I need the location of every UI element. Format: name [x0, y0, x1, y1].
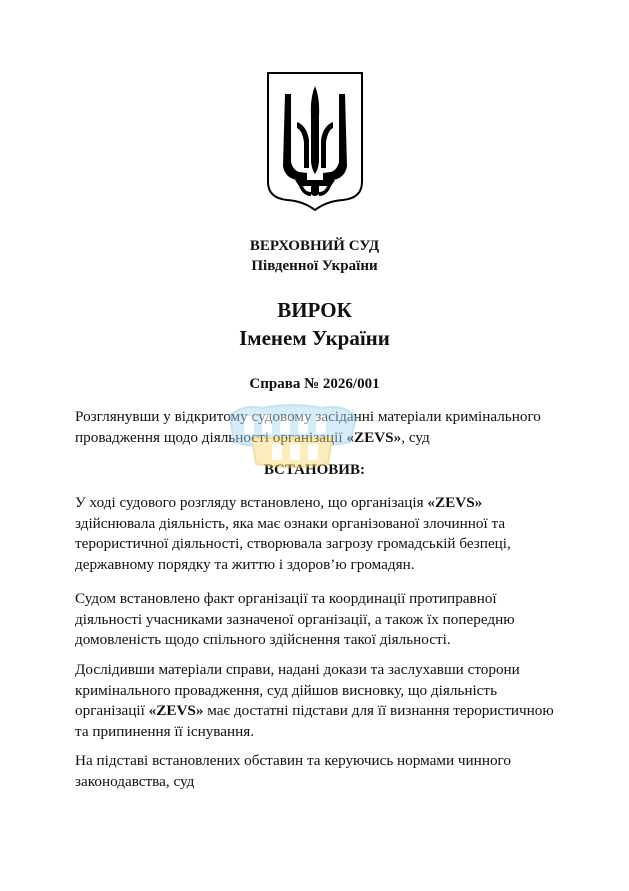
- paragraph-1-org-name: «ZEVS»: [427, 494, 483, 511]
- intro-text-after: , суд: [401, 428, 430, 446]
- paragraph-1-before: У ході судового розгляду встановлено, що організація: [75, 494, 428, 511]
- paragraph-3-org-name: «ZEVS»: [148, 702, 204, 719]
- paragraph-1: [75, 493, 555, 575]
- paragraph-1-after: здійснювала діяльність, яка має ознаки організованої злочинної та терористичної діяльності, створювала загрозу громадській безпеці, державному порядку та життю і здоров’ю громадян.: [75, 514, 511, 573]
- intro-text-before: Розглянувши у відкритому судовому засіданні матеріали кримінального провадження щодо діяльності організації: [75, 408, 541, 446]
- coat-of-arms-icon: [265, 70, 365, 212]
- paragraph-2: Судом встановлено факт організації та координації протиправної діяльності учасниками зазначеної організації, а також їх попередню домовленість щодо спільного здійснення такої діяльності.: [75, 590, 515, 648]
- court-name: ВЕРХОВНИЙ СУД: [249, 238, 380, 254]
- paragraph-3-after: має достатні підстави для її визнання терористичною та припинення її існування.: [75, 702, 554, 740]
- verdict-subtitle: Іменем України: [239, 326, 390, 350]
- case-number: Справа № 2026/001: [249, 376, 380, 392]
- intro-org-name: «ZEVS»: [346, 428, 402, 446]
- established-heading: ВСТАНОВИВ:: [264, 462, 365, 478]
- paragraph-4: На підставі встановлених обставин та керуючись нормами чинного законодавства, суд: [75, 752, 511, 790]
- paragraph-3-before: Дослідивши матеріали справи, надані докази та заслухавши сторони кримінального провадження, суд дійшов висновку, що діяльність організації: [75, 661, 520, 719]
- paragraph-3: [75, 660, 555, 742]
- intro-paragraph: [75, 407, 555, 448]
- court-header: [0, 236, 629, 276]
- court-region: Південної України: [251, 258, 378, 274]
- verdict-header: [0, 296, 629, 352]
- verdict-title: ВИРОК: [277, 298, 352, 322]
